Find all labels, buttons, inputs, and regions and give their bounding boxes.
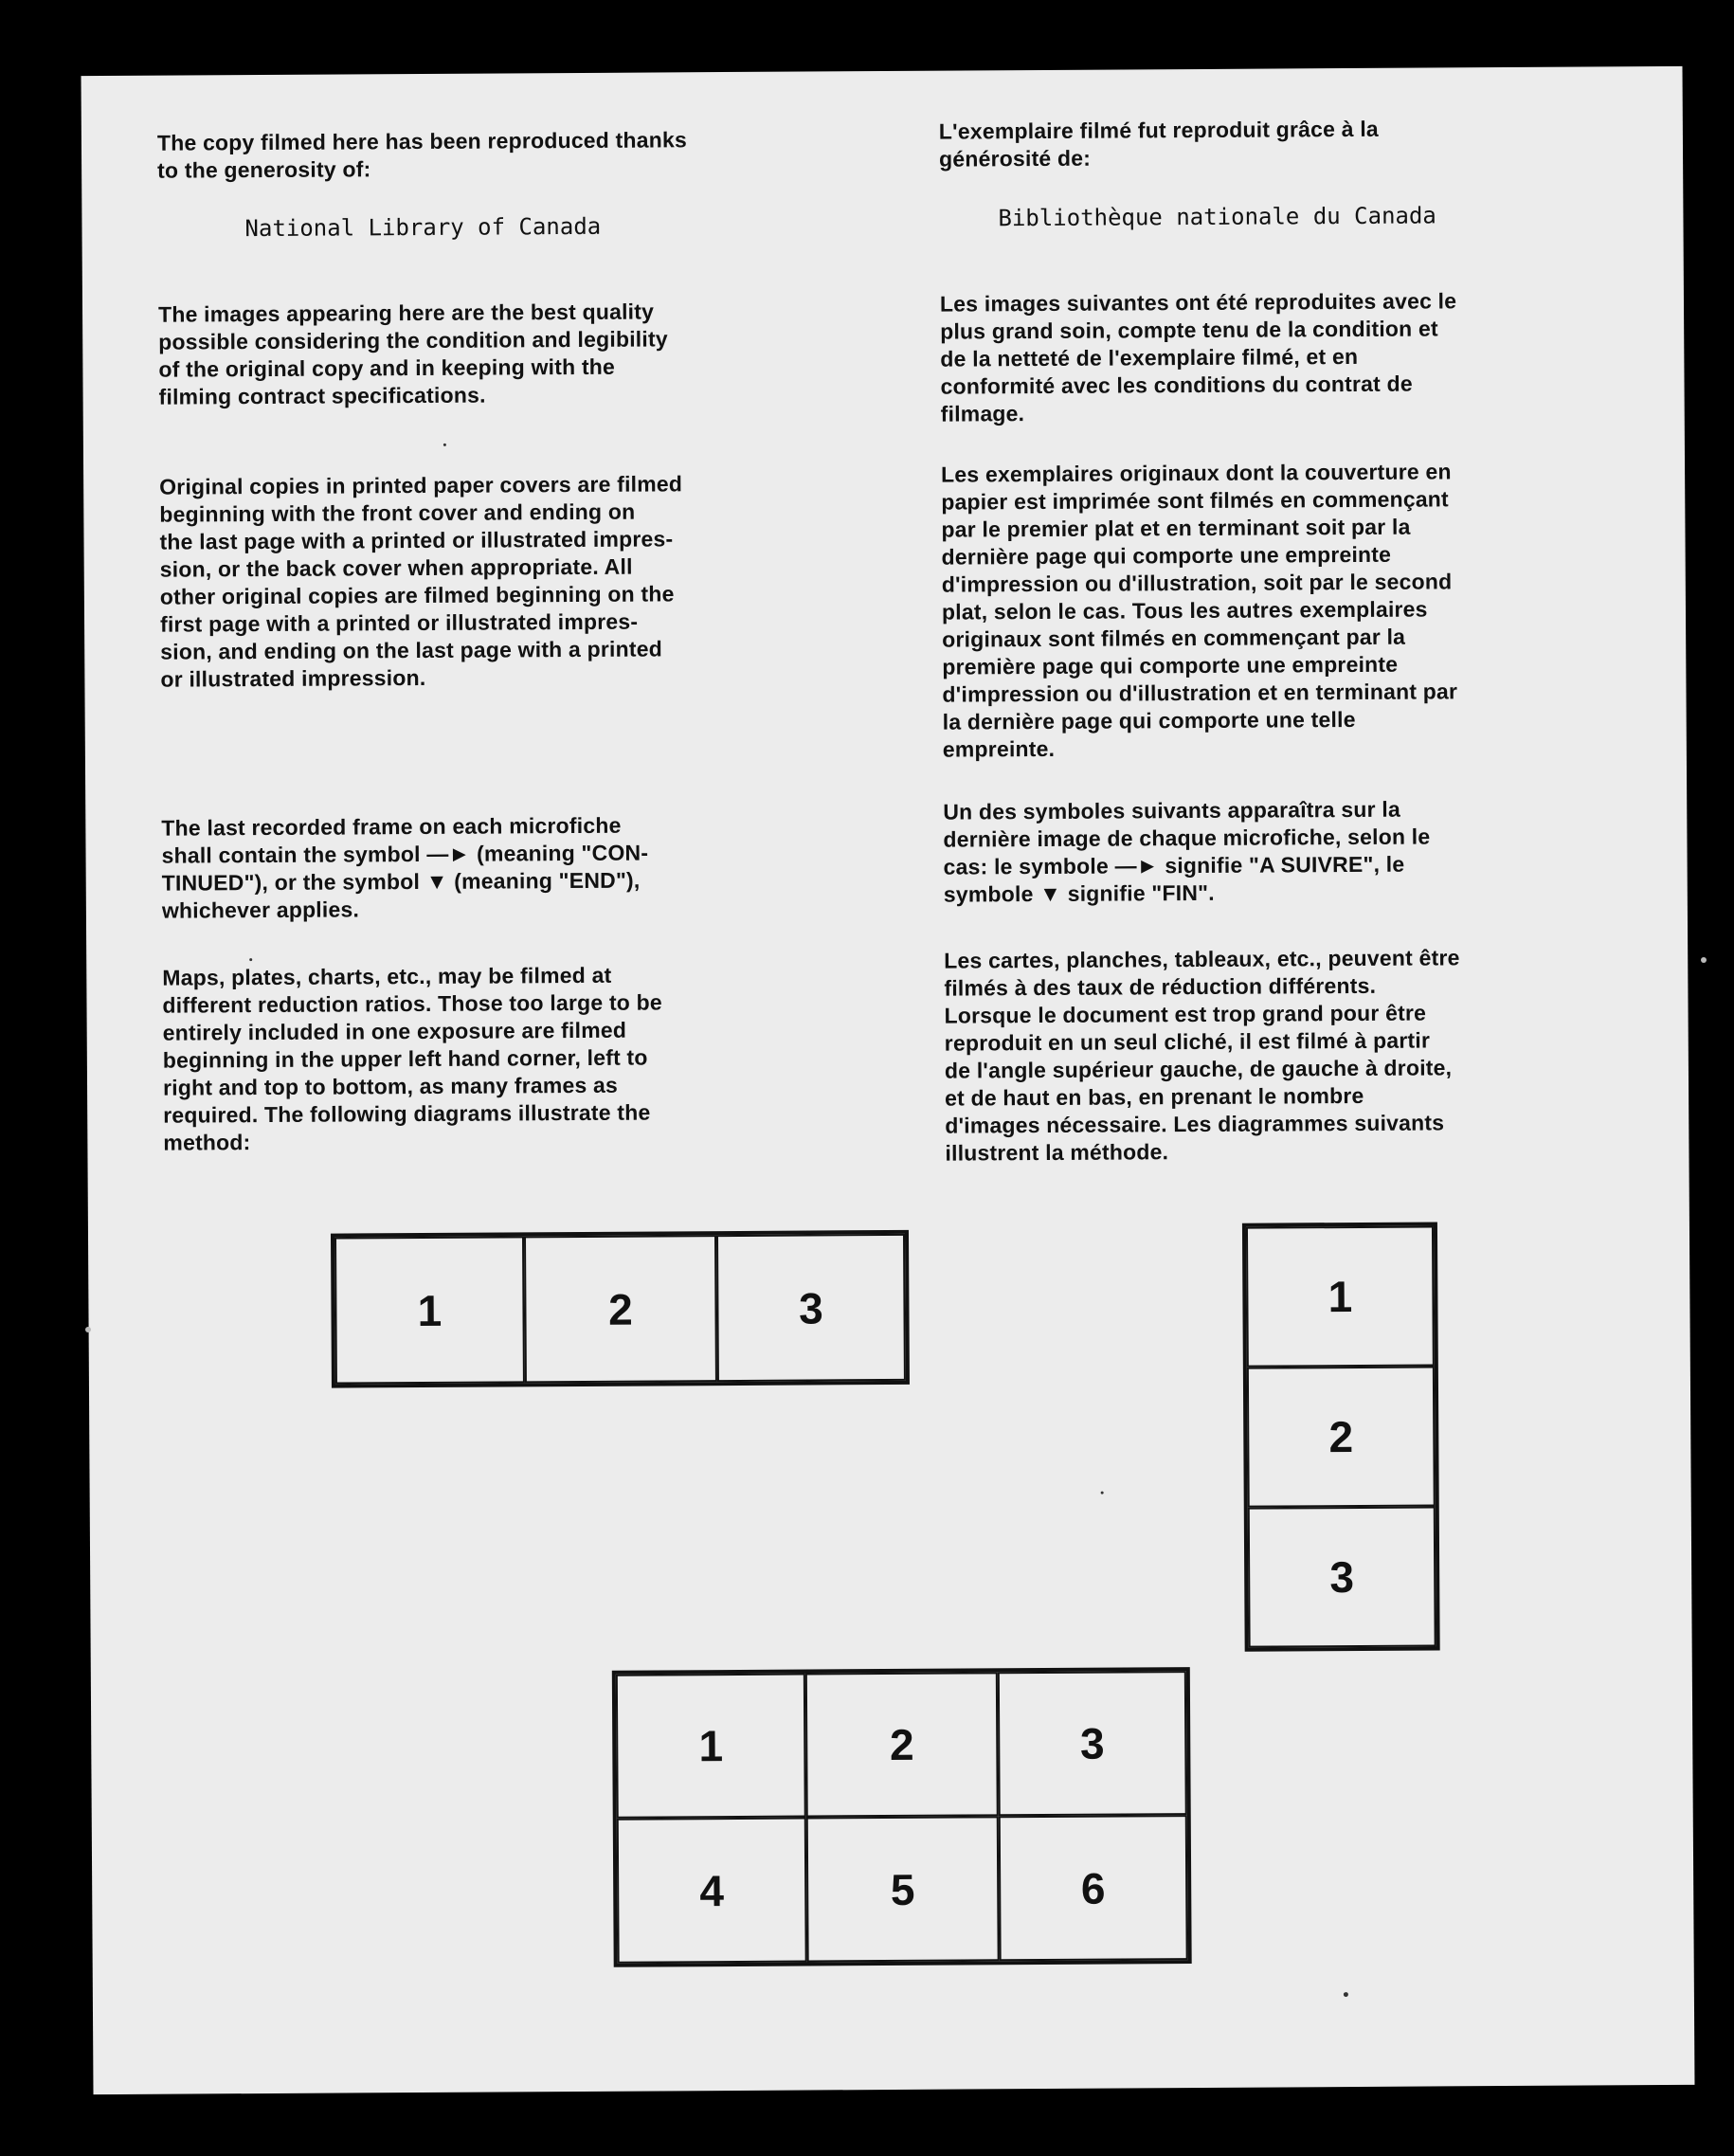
scan-speck xyxy=(443,444,446,446)
grid-frame-diagram xyxy=(612,1667,1192,1967)
frame-cell: 1 xyxy=(616,1674,806,1819)
frame-cell: 3 xyxy=(1248,1506,1436,1647)
frame-cell: 6 xyxy=(999,1815,1188,1961)
thanks-text-en: The copy filmed here has been reproduced thanks to the generosity of: xyxy=(156,127,688,183)
vertical-frame-diagram xyxy=(1242,1222,1440,1651)
filming-notice-sheet xyxy=(81,66,1695,2094)
maps-text-fr: Les cartes, planches, tableaux, etc., peuvent être filmés à des taux de réduction différents. Lorsque le document est trop grand pour être reproduit en un seul cliché, il est filmé à partir de l'angle supérieur gauche, de gauche à droite, et de haut en bas, en prenant le nombre d'images nécessaire. Les diagrammes suivants illustrent la méthode. xyxy=(944,945,1460,1166)
scan-speck xyxy=(249,958,252,961)
frame-cell: 3 xyxy=(716,1234,906,1382)
originals-text-en: Original copies in printed paper covers are filmed beginning with the front cover and ending on the last page with a printed or illustrated impres- sion, or the back cover when appropriate. All other original copies are filmed beginning on the first page with a printed or illustrated impres- sion, and ending on the last page with a printed or illustrated impression. xyxy=(159,471,683,692)
thanks-text-fr: L'exemplaire filmé fut reproduit grâce à la générosité de: xyxy=(938,116,1379,172)
library-name-fr: Bibliothèque nationale du Canada xyxy=(998,202,1436,232)
maps-text-en: Maps, plates, charts, etc., may be filmed at different reduction ratios. Those too large to be entirely included in one exposure are filmed beginning in the upper left hand corner, left to right and top to bottom, as many frames as required. The following diagrams illustrate the method: xyxy=(162,962,662,1155)
frame-cell: 3 xyxy=(998,1671,1187,1816)
french-column xyxy=(938,66,1601,1166)
frame-cell: 1 xyxy=(334,1236,525,1384)
quality-text-fr: Les images suivantes ont été reproduites avec le plus grand soin, compte tenu de la condition et de la netteté de l'exemplaire filmé, et en conformité avec les conditions du contrat de filmage. xyxy=(939,288,1457,426)
frame-cell: 2 xyxy=(805,1672,999,1817)
scan-speck xyxy=(1344,1992,1348,1997)
quality-text-en: The images appearing here are the best quality possible considering the condition and legibility of the original copy and in keeping with the filming contract specifications. xyxy=(157,299,668,409)
scan-speck xyxy=(85,1327,91,1332)
scan-speck xyxy=(1101,1492,1104,1495)
english-column xyxy=(156,71,840,1155)
library-name-en: National Library of Canada xyxy=(244,212,602,243)
frame-cell: 1 xyxy=(1246,1225,1435,1367)
frame-cell: 2 xyxy=(524,1235,717,1383)
frame-cell: 5 xyxy=(806,1816,1000,1962)
horizontal-frame-diagram xyxy=(331,1230,910,1388)
symbols-text-en: The last recorded frame on each microfiche shall contain the symbol —► (meaning "CON- TINUED"), or the symbol ▼ (meaning "END"), whichever applies. xyxy=(161,812,649,923)
frame-cell: 2 xyxy=(1247,1366,1436,1507)
scan-speck xyxy=(1701,957,1707,963)
frame-cell: 4 xyxy=(617,1818,807,1964)
originals-text-fr: Les exemplaires originaux dont la couverture en papier est imprimée sont filmés en commençant par le premier plat et en terminant soit par la dernière page qui comporte une empreinte d'impression ou d'illustration, soit par le second plat, selon le cas. Tous les autres exemplaires originaux sont filmés en commençant par la première page qui comporte une empreinte d'impression ou d'illustration et en terminant par la dernière page qui comporte une telle empreinte. xyxy=(941,459,1458,762)
symbols-text-fr: Un des symboles suivants apparaîtra sur la dernière image de chaque microfiche, selon le cas: le symbole —► signifie "A SUIVRE", le symbole ▼ signifie "FIN". xyxy=(943,796,1431,907)
